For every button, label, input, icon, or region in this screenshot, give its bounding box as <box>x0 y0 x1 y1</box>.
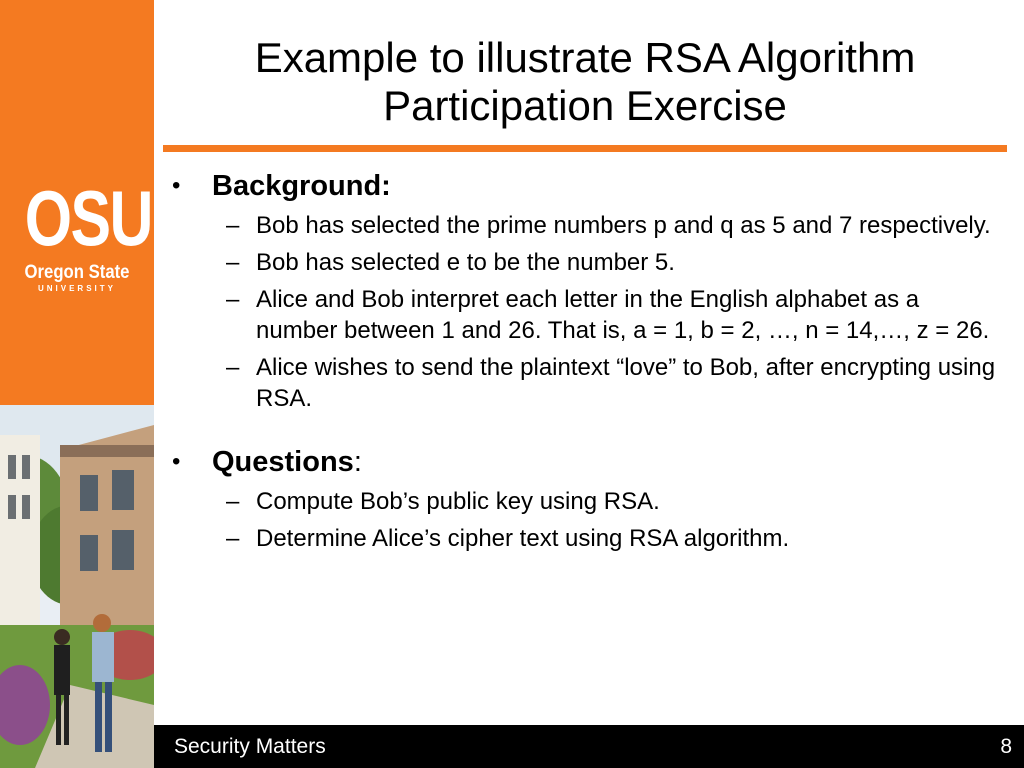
list-item-text: Determine Alice’s cipher text using RSA algorithm. <box>256 525 790 552</box>
page-number: 8 <box>1000 735 1012 758</box>
title-divider <box>163 145 1007 152</box>
dash-icon: – <box>226 354 240 381</box>
dash-icon: – <box>226 488 240 515</box>
list-item-text: Alice wishes to send the plaintext “love” to Bob, after encrypting using RSA. <box>256 354 996 412</box>
list-item <box>170 486 996 517</box>
brand-orange-panel <box>0 0 154 405</box>
brand-strip <box>0 0 154 768</box>
logo-sub: UNIVERSITY <box>37 284 116 293</box>
list-item <box>170 210 996 241</box>
title-line-1: Example to illustrate RSA Algorithm <box>254 34 916 81</box>
dash-icon: – <box>226 525 240 552</box>
section-spacer <box>170 414 1010 444</box>
section-heading-questions <box>170 444 1010 480</box>
bullet-icon: • <box>172 172 181 199</box>
list-item-text: Compute Bob’s public key using RSA. <box>256 488 660 515</box>
slide-title <box>170 34 1000 130</box>
list-item <box>170 523 996 554</box>
campus-photo <box>0 405 154 768</box>
heading-suffix: : <box>353 446 362 478</box>
slide-body <box>170 168 1010 554</box>
heading-text: Questions <box>212 446 354 478</box>
logo-name: Oregon State <box>24 262 130 283</box>
heading-text: Background: <box>212 170 391 202</box>
list-item-text: Bob has selected the prime numbers p and q as 5 and 7 respectively. <box>256 212 991 239</box>
section-heading-background <box>170 168 1010 204</box>
dash-icon: – <box>226 249 240 276</box>
dash-icon: – <box>226 212 240 239</box>
footer-label: Security Matters <box>174 735 326 758</box>
slide-footer <box>154 725 1024 768</box>
list-item <box>170 247 996 278</box>
list-item-text: Bob has selected e to be the number 5. <box>256 249 675 276</box>
osu-logo <box>10 174 152 315</box>
logo-letters: OSU <box>24 174 152 262</box>
title-line-2: Participation Exercise <box>383 82 787 129</box>
bullet-icon: • <box>172 448 181 475</box>
list-item <box>170 352 996 414</box>
dash-icon: – <box>226 286 240 313</box>
list-item-text: Alice and Bob interpret each letter in the English alphabet as a number between 1 and 26. That is, a = 1, b = 2, …, n = 14,…, z = 26. <box>256 286 990 344</box>
list-item <box>170 284 996 346</box>
